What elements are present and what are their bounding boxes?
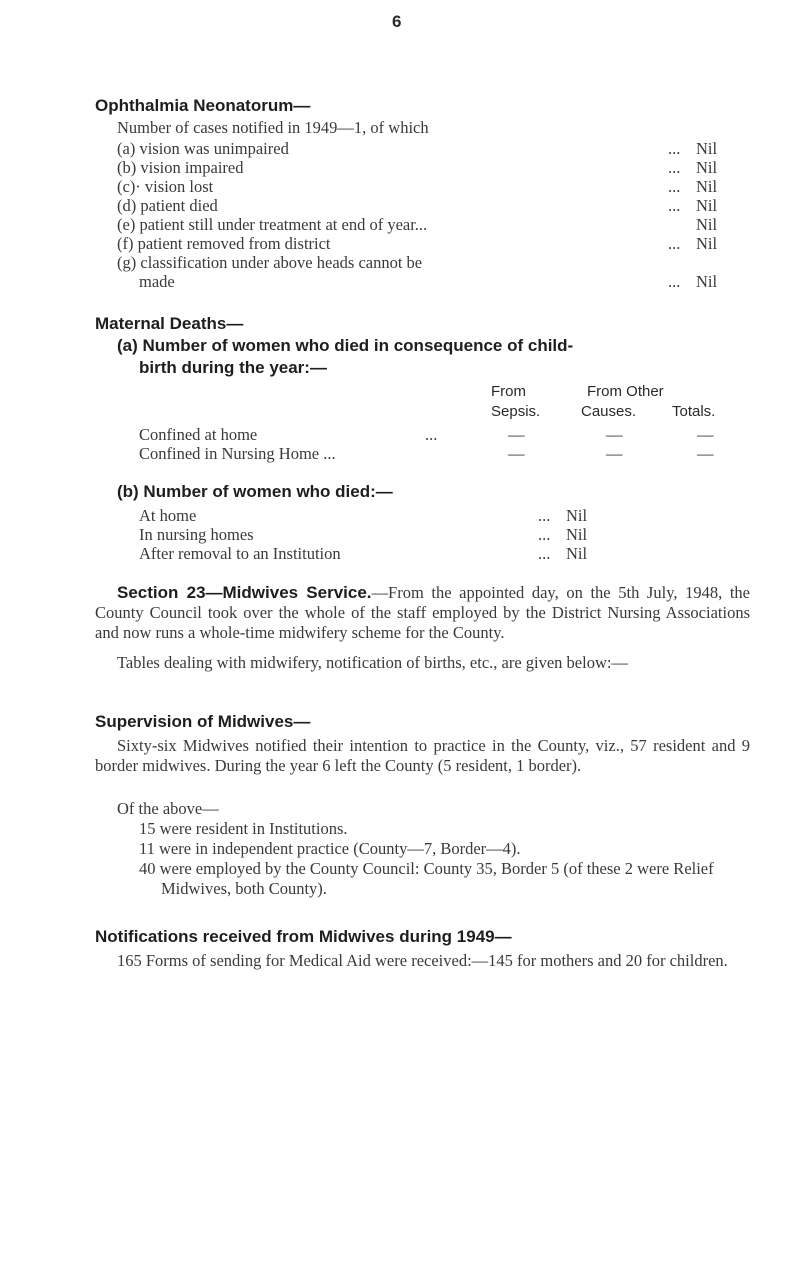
table-cell-other: — <box>606 444 623 463</box>
section23-paragraph-2: Tables dealing with midwifery, notification of births, etc., are given below:— <box>117 653 628 672</box>
table-cell-other: — <box>606 425 623 444</box>
ophthalmia-item-label: (a) vision was unimpaired <box>117 139 289 158</box>
ophthalmia-item-label: (b) vision impaired <box>117 158 244 177</box>
ophthalmia-item-value: Nil <box>696 158 718 177</box>
leader-dots: ... <box>668 272 681 291</box>
notifications-paragraph: 165 Forms of sending for Medical Aid were received:—145 for mothers and 20 for children. <box>117 951 728 970</box>
maternal-a-line2: birth during the year:— <box>139 358 327 377</box>
list-item: 15 were resident in Institutions. <box>139 819 348 838</box>
table-row-label: Confined in Nursing Home ... <box>139 444 336 463</box>
column-header-causes: Causes. <box>581 403 637 420</box>
column-header-totals: Totals. <box>672 403 716 420</box>
column-header-sepsis: Sepsis. <box>491 403 541 420</box>
section23-rest: the 5th July, 1948, the County Council took over the whole of the staff employed by the District Nursing Associations and now runs a whole-time midwifery scheme for the County. <box>95 583 751 642</box>
ophthalmia-item-value: Nil <box>696 196 718 215</box>
leader-dots: ... <box>538 525 551 544</box>
list-item-value: Nil <box>566 525 588 544</box>
list-item: 40 were employed by the County Council: County 35, Border 5 (of these 2 were Relief Midwives, both County). <box>139 859 714 898</box>
leader-dots: ... <box>668 158 681 177</box>
page-number: 6 <box>392 12 402 31</box>
table-cell-total: — <box>697 425 714 444</box>
section23-paragraph <box>95 583 750 643</box>
section23-lead: —From the appointed day, on <box>371 583 583 602</box>
list-item-label: At home <box>139 506 197 525</box>
leader-dots: ... <box>538 506 551 525</box>
maternal-a-line1: (a) Number of women who died in consequence of child- <box>117 336 574 355</box>
ophthalmia-heading: Ophthalmia Neonatorum— <box>95 96 311 115</box>
ophthalmia-item-label: (f) patient removed from district <box>117 234 331 253</box>
table-cell-total: — <box>697 444 714 463</box>
table-row-label: Confined at home <box>139 425 258 444</box>
column-header-from-other: From Other <box>587 383 664 400</box>
ophthalmia-item-value: Nil <box>696 177 718 196</box>
ophthalmia-item-value: Nil <box>696 272 718 291</box>
list-item-value: Nil <box>566 506 588 525</box>
section23-heading: Section 23—Midwives Service. <box>117 583 372 602</box>
ophthalmia-item-label: (d) patient died <box>117 196 218 215</box>
ophthalmia-item-g-line1: (g) classification under above heads cannot be <box>117 253 423 272</box>
ophthalmia-item-value: Nil <box>696 139 718 158</box>
ophthalmia-item-value: Nil <box>696 215 718 234</box>
column-header-from: From <box>491 383 526 400</box>
maternal-heading: Maternal Deaths— <box>95 314 244 333</box>
supervision-heading: Supervision of Midwives— <box>95 712 311 731</box>
leader-dots: ... <box>668 196 681 215</box>
list-item: 11 were in independent practice (County—7, Border—4). <box>139 839 521 858</box>
leader-dots: ... <box>668 177 681 196</box>
table-cell-sepsis: — <box>508 444 525 463</box>
list-item-label: In nursing homes <box>139 525 254 544</box>
list-item-value: Nil <box>566 544 588 563</box>
ophthalmia-intro: Number of cases notified in 1949—1, of which <box>117 118 429 137</box>
ophthalmia-item-value: Nil <box>696 234 718 253</box>
leader-dots: ... <box>425 425 438 444</box>
leader-dots: ... <box>538 544 551 563</box>
table-cell-sepsis: — <box>508 425 525 444</box>
notifications-heading: Notifications received from Midwives during 1949— <box>95 927 512 946</box>
supervision-paragraph: Sixty-six Midwives notified their intention to practice in the County, viz., 57 resident and 9 border midwives. During the year 6 left the County (5 resident, 1 border). <box>95 736 750 775</box>
supervision-paragraph-2: Of the above— <box>117 799 219 818</box>
list-item-label: After removal to an Institution <box>139 544 341 563</box>
ophthalmia-item-g-line2: made <box>139 272 175 291</box>
leader-dots: ... <box>668 234 681 253</box>
ophthalmia-item-label: (e) patient still under treatment at end of year... <box>117 215 428 234</box>
leader-dots: ... <box>668 139 681 158</box>
ophthalmia-item-label: (c)· vision lost <box>117 177 214 196</box>
maternal-b-heading: (b) Number of women who died:— <box>117 482 393 501</box>
